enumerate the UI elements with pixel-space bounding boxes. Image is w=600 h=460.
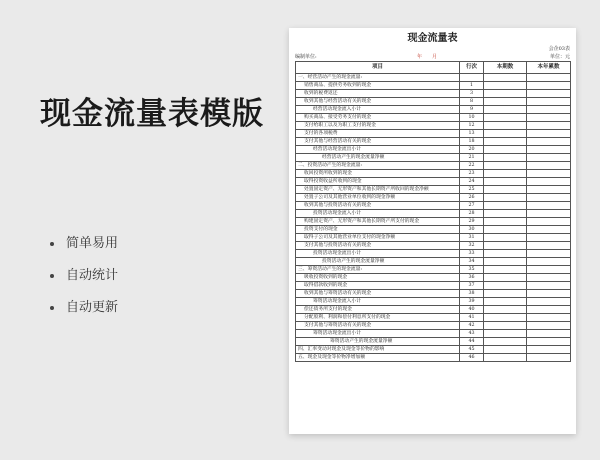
row-ytd-cell[interactable] (527, 218, 571, 226)
row-item-label: 三、筹资活动产生的现金流量: (296, 266, 460, 274)
row-item-label: 筹资活动现金流入小计 (296, 298, 460, 306)
row-ytd-cell[interactable] (527, 258, 571, 266)
row-ytd-cell[interactable] (527, 274, 571, 282)
table-row (296, 146, 571, 154)
row-current-period-cell[interactable] (484, 330, 527, 338)
row-ytd-cell[interactable] (527, 242, 571, 250)
row-item-label: 经营活动产生的现金流量净额 (296, 154, 460, 162)
cash-flow-sheet (289, 28, 576, 434)
row-ytd-cell[interactable] (527, 346, 571, 354)
row-item-label: 支付其他与投资活动有关的现金 (296, 242, 460, 250)
table-row (296, 354, 571, 362)
table-row (296, 258, 571, 266)
row-ytd-cell[interactable] (527, 130, 571, 138)
row-line-number (460, 74, 484, 82)
row-item-label: 五、现金及现金等价物净增加额 (296, 354, 460, 362)
row-item-label: 投资活动现金流入小计 (296, 210, 460, 218)
header-item: 项目 (296, 62, 460, 74)
row-current-period-cell[interactable] (484, 114, 527, 122)
table-row (296, 218, 571, 226)
row-line-number: 29 (460, 218, 484, 226)
row-line-number: 38 (460, 290, 484, 298)
row-item-label: 支付其他与经营活动有关的现金 (296, 138, 460, 146)
row-current-period-cell[interactable] (484, 290, 527, 298)
row-item-label: 销售商品、提供劳务收到的现金 (296, 82, 460, 90)
row-item-label: 经营活动现金流入小计 (296, 106, 460, 114)
row-line-number: 46 (460, 354, 484, 362)
row-item-label: 取得借款收到的现金 (296, 282, 460, 290)
row-line-number: 26 (460, 194, 484, 202)
row-ytd-cell[interactable] (527, 210, 571, 218)
row-item-label: 收到其他与投资活动有关的现金 (296, 202, 460, 210)
row-item-label: 收到的税费返还 (296, 90, 460, 98)
row-line-number: 33 (460, 250, 484, 258)
row-current-period-cell[interactable] (484, 154, 527, 162)
table-row (296, 162, 571, 170)
row-line-number: 24 (460, 178, 484, 186)
row-item-label: 投资活动现金流出小计 (296, 250, 460, 258)
row-current-period-cell[interactable] (484, 162, 527, 170)
row-current-period-cell[interactable] (484, 178, 527, 186)
feature-label: 自动统计 (66, 268, 119, 283)
table-row (296, 202, 571, 210)
table-row (296, 290, 571, 298)
feature-item (66, 300, 118, 332)
row-current-period-cell[interactable] (484, 298, 527, 306)
row-current-period-cell[interactable] (484, 82, 527, 90)
row-line-number: 31 (460, 234, 484, 242)
row-item-label: 四、汇率变动对现金及现金等价物的影响 (296, 346, 460, 354)
row-current-period-cell[interactable] (484, 74, 527, 82)
table-row (296, 106, 571, 114)
row-line-number: 34 (460, 258, 484, 266)
document-title: 现金流量表 (407, 33, 458, 44)
row-current-period-cell[interactable] (484, 170, 527, 178)
row-ytd-cell[interactable] (527, 114, 571, 122)
row-current-period-cell[interactable] (484, 338, 527, 346)
row-line-number: 43 (460, 330, 484, 338)
row-current-period-cell[interactable] (484, 122, 527, 130)
promo-title: 现金流量表模版 (40, 96, 264, 132)
feature-label: 自动更新 (66, 300, 119, 315)
row-line-number: 12 (460, 122, 484, 130)
row-line-number: 3 (460, 90, 484, 98)
row-item-label: 投资支付的现金 (296, 226, 460, 234)
row-line-number: 32 (460, 242, 484, 250)
table-row (296, 242, 571, 250)
row-line-number: 40 (460, 306, 484, 314)
row-item-label: 支付其他与筹资活动有关的现金 (296, 322, 460, 330)
row-line-number: 22 (460, 162, 484, 170)
row-ytd-cell[interactable] (527, 266, 571, 274)
row-ytd-cell[interactable] (527, 178, 571, 186)
table-header-row (296, 62, 571, 74)
row-item-label: 收到其他与筹资活动有关的现金 (296, 290, 460, 298)
row-ytd-cell[interactable] (527, 298, 571, 306)
row-item-label: 偿还债务所支付的现金 (296, 306, 460, 314)
row-current-period-cell[interactable] (484, 138, 527, 146)
header-line-no: 行次 (460, 62, 484, 74)
table-body (296, 74, 571, 362)
row-item-label: 筹资活动产生的现金流量净额 (296, 338, 460, 346)
row-item-label: 筹资活动现金流出小计 (296, 330, 460, 338)
table-row (296, 250, 571, 258)
row-current-period-cell[interactable] (484, 346, 527, 354)
row-current-period-cell[interactable] (484, 210, 527, 218)
table-row (296, 178, 571, 186)
row-current-period-cell[interactable] (484, 258, 527, 266)
row-ytd-cell[interactable] (527, 154, 571, 162)
row-line-number: 18 (460, 138, 484, 146)
bullet-dot-icon (50, 274, 54, 278)
table-row (296, 130, 571, 138)
row-current-period-cell[interactable] (484, 274, 527, 282)
row-item-label: 支付给职工以及为职工支付的现金 (296, 122, 460, 130)
row-ytd-cell[interactable] (527, 74, 571, 82)
row-item-label: 二、投资活动产生的现金流量: (296, 162, 460, 170)
row-ytd-cell[interactable] (527, 170, 571, 178)
table-row (296, 138, 571, 146)
row-item-label: 支付的各项税费 (296, 130, 460, 138)
table-row (296, 274, 571, 282)
row-line-number: 23 (460, 170, 484, 178)
row-current-period-cell[interactable] (484, 194, 527, 202)
table-row (296, 122, 571, 130)
table-row (296, 338, 571, 346)
org-label: 编制单位: (295, 54, 317, 60)
table-row (296, 82, 571, 90)
row-current-period-cell[interactable] (484, 106, 527, 114)
table-row (296, 74, 571, 82)
row-current-period-cell[interactable] (484, 282, 527, 290)
feature-item (66, 236, 118, 268)
row-current-period-cell[interactable] (484, 218, 527, 226)
row-current-period-cell[interactable] (484, 226, 527, 234)
row-ytd-cell[interactable] (527, 314, 571, 322)
row-item-label: 分配股利、利润和偿付利息所支付的现金 (296, 314, 460, 322)
period-label: 年 月 (417, 54, 438, 60)
row-line-number: 25 (460, 186, 484, 194)
row-current-period-cell[interactable] (484, 130, 527, 138)
header-current-period: 本期数 (484, 62, 527, 74)
row-current-period-cell[interactable] (484, 250, 527, 258)
row-line-number: 1 (460, 82, 484, 90)
table-row (296, 282, 571, 290)
row-ytd-cell[interactable] (527, 282, 571, 290)
row-ytd-cell[interactable] (527, 234, 571, 242)
row-current-period-cell[interactable] (484, 202, 527, 210)
row-current-period-cell[interactable] (484, 322, 527, 330)
table-row (296, 186, 571, 194)
row-ytd-cell[interactable] (527, 122, 571, 130)
row-ytd-cell[interactable] (527, 226, 571, 234)
row-line-number: 13 (460, 130, 484, 138)
row-ytd-cell[interactable] (527, 98, 571, 106)
cash-flow-table (295, 61, 571, 362)
row-line-number: 28 (460, 210, 484, 218)
row-line-number: 35 (460, 266, 484, 274)
row-ytd-cell[interactable] (527, 186, 571, 194)
row-line-number: 45 (460, 346, 484, 354)
table-row (296, 306, 571, 314)
table-row (296, 210, 571, 218)
row-line-number: 27 (460, 202, 484, 210)
table-row (296, 226, 571, 234)
row-current-period-cell[interactable] (484, 242, 527, 250)
row-line-number: 41 (460, 314, 484, 322)
row-ytd-cell[interactable] (527, 162, 571, 170)
row-ytd-cell[interactable] (527, 90, 571, 98)
row-ytd-cell[interactable] (527, 338, 571, 346)
row-line-number: 30 (460, 226, 484, 234)
row-ytd-cell[interactable] (527, 330, 571, 338)
table-row (296, 154, 571, 162)
row-line-number: 21 (460, 154, 484, 162)
row-ytd-cell[interactable] (527, 354, 571, 362)
row-current-period-cell[interactable] (484, 314, 527, 322)
row-item-label: 处置固定资产、无形资产和其他长期资产所收回的现金净额 (296, 186, 460, 194)
row-ytd-cell[interactable] (527, 194, 571, 202)
row-current-period-cell[interactable] (484, 186, 527, 194)
table-row (296, 314, 571, 322)
table-row (296, 346, 571, 354)
row-ytd-cell[interactable] (527, 202, 571, 210)
row-ytd-cell[interactable] (527, 306, 571, 314)
row-line-number: 20 (460, 146, 484, 154)
row-ytd-cell[interactable] (527, 250, 571, 258)
header-ytd: 本年累数 (527, 62, 571, 74)
row-item-label: 收回投资所收到的现金 (296, 170, 460, 178)
table-row (296, 330, 571, 338)
feature-item (66, 268, 118, 300)
unit-label: 单位：元 (549, 54, 570, 60)
table-row (296, 298, 571, 306)
bullet-dot-icon (50, 306, 54, 310)
row-ytd-cell[interactable] (527, 106, 571, 114)
row-line-number: 42 (460, 322, 484, 330)
row-item-label: 处置子公司及其他营业单位收到的现金净额 (296, 194, 460, 202)
row-line-number: 9 (460, 106, 484, 114)
bullet-dot-icon (50, 242, 54, 246)
row-current-period-cell[interactable] (484, 98, 527, 106)
row-current-period-cell[interactable] (484, 266, 527, 274)
row-item-label: 吸收投资收到的现金 (296, 274, 460, 282)
table-row (296, 90, 571, 98)
row-current-period-cell[interactable] (484, 234, 527, 242)
row-ytd-cell[interactable] (527, 82, 571, 90)
row-item-label: 取得子公司及其他营业单位支付的现金净额 (296, 234, 460, 242)
row-line-number: 10 (460, 114, 484, 122)
table-row (296, 194, 571, 202)
row-line-number: 44 (460, 338, 484, 346)
row-ytd-cell[interactable] (527, 146, 571, 154)
feature-label: 简单易用 (66, 236, 119, 251)
row-item-label: 购建固定资产、无形资产和其他长期资产所支付的现金 (296, 218, 460, 226)
row-line-number: 37 (460, 282, 484, 290)
row-item-label: 经营活动现金流出小计 (296, 146, 460, 154)
row-line-number: 36 (460, 274, 484, 282)
table-row (296, 322, 571, 330)
row-item-label: 一、经营活动产生的现金流量: (296, 74, 460, 82)
meta-row (295, 53, 570, 61)
table-row (296, 234, 571, 242)
table-row (296, 98, 571, 106)
row-current-period-cell[interactable] (484, 306, 527, 314)
table-row (296, 266, 571, 274)
row-ytd-cell[interactable] (527, 322, 571, 330)
feature-list (66, 236, 118, 332)
row-item-label: 投资活动产生的现金流量净额 (296, 258, 460, 266)
row-current-period-cell[interactable] (484, 146, 527, 154)
table-row (296, 170, 571, 178)
row-item-label: 取得投资收益所收到的现金 (296, 178, 460, 186)
form-number: 会企03表 (548, 46, 570, 52)
row-item-label: 收到其他与经营活动有关的现金 (296, 98, 460, 106)
row-current-period-cell[interactable] (484, 354, 527, 362)
row-ytd-cell[interactable] (527, 290, 571, 298)
row-line-number: 8 (460, 98, 484, 106)
row-current-period-cell[interactable] (484, 90, 527, 98)
table-row (296, 114, 571, 122)
row-ytd-cell[interactable] (527, 138, 571, 146)
row-line-number: 39 (460, 298, 484, 306)
row-item-label: 购买商品、接受劳务支付的现金 (296, 114, 460, 122)
